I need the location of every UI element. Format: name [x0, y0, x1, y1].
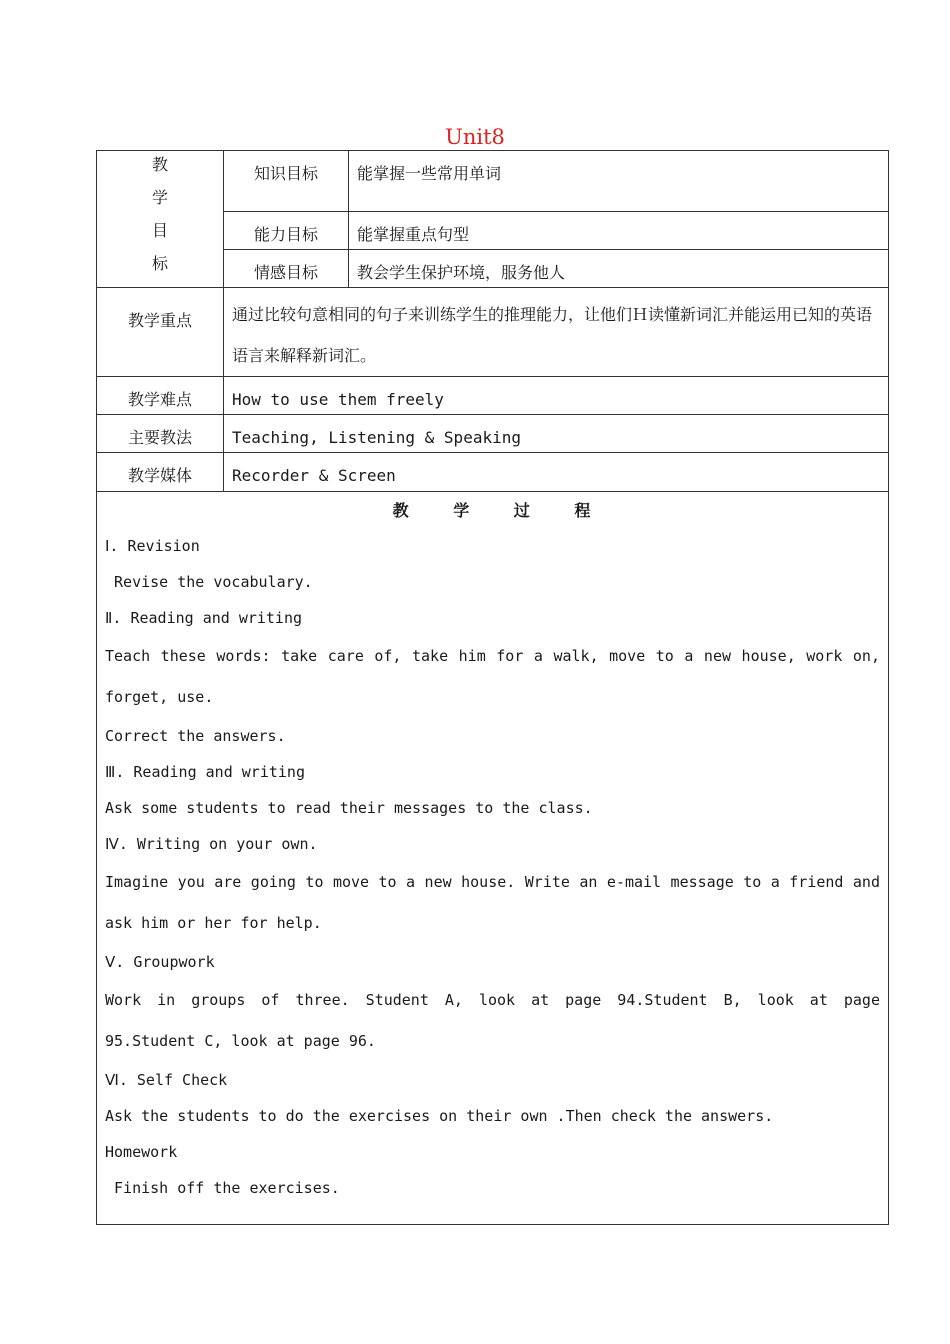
process-title: 教 学 过 程 [392, 501, 593, 520]
key-point-value: 通过比较句意相同的句子来训练学生的推理能力，让他们Ｈ读懂新词汇并能运用已知的英语语言来解释新词汇。 [224, 288, 889, 377]
ability-goal-value: 能掌握重点句型 [349, 212, 889, 250]
process-line: Teach these words: take care of, take him for a walk, move to a new house, work on, forget, use. [105, 647, 890, 706]
process-step-heading: Ⅳ. Writing on your own. [105, 835, 318, 853]
homework-line: Finish off the exercises. [105, 1179, 340, 1197]
teaching-goals-header [97, 151, 224, 288]
method-value: Teaching, Listening & Speaking [224, 415, 889, 453]
method-label: 主要教法 [97, 415, 224, 453]
process-step-heading: Ⅲ. Reading and writing [105, 763, 305, 781]
ability-goal-label: 能力目标 [224, 212, 349, 250]
media-value: Recorder & Screen [224, 453, 889, 492]
page-title: Unit8 [445, 125, 505, 149]
process-line: Ask the students to do the exercises on their own .Then check the answers. [105, 1107, 774, 1125]
process-step-heading: Ⅱ. Reading and writing [105, 609, 303, 627]
knowledge-goal-value: 能掌握一些常用单词 [349, 151, 889, 212]
process-line: Revise the vocabulary. [105, 573, 313, 591]
knowledge-goal-label: 知识目标 [224, 151, 349, 212]
process-step-heading: Ⅴ. Groupwork [105, 953, 215, 971]
difficulty-label: 教学难点 [97, 377, 224, 415]
key-point-label: 教学重点 [97, 288, 224, 377]
process-step-heading: Ⅰ. Revision [105, 537, 200, 555]
goals-header-char: 教 [151, 155, 168, 174]
process-line: Work in groups of three. Student A, look at page 94.Student B, look at page 95.Student C, look at page 96. [105, 991, 890, 1050]
media-label: 教学媒体 [97, 453, 224, 492]
goals-header-char: 目 [151, 221, 168, 240]
goals-header-char: 学 [151, 188, 168, 207]
homework-heading: Homework [105, 1143, 178, 1161]
teaching-process-section [97, 492, 889, 1225]
process-line: Correct the answers. [105, 727, 286, 745]
lesson-plan-table [96, 150, 889, 1225]
process-step-heading: Ⅵ. Self Check [105, 1071, 228, 1089]
goals-header-char: 标 [151, 254, 168, 273]
process-line: Imagine you are going to move to a new house. Write an e-mail message to a friend and ask him or her for help. [105, 873, 890, 932]
emotion-goal-value: 教会学生保护环境，服务他人 [349, 250, 889, 288]
difficulty-value: How to use them freely [224, 377, 889, 415]
emotion-goal-label: 情感目标 [224, 250, 349, 288]
process-line: Ask some students to read their messages to the class. [105, 799, 593, 817]
